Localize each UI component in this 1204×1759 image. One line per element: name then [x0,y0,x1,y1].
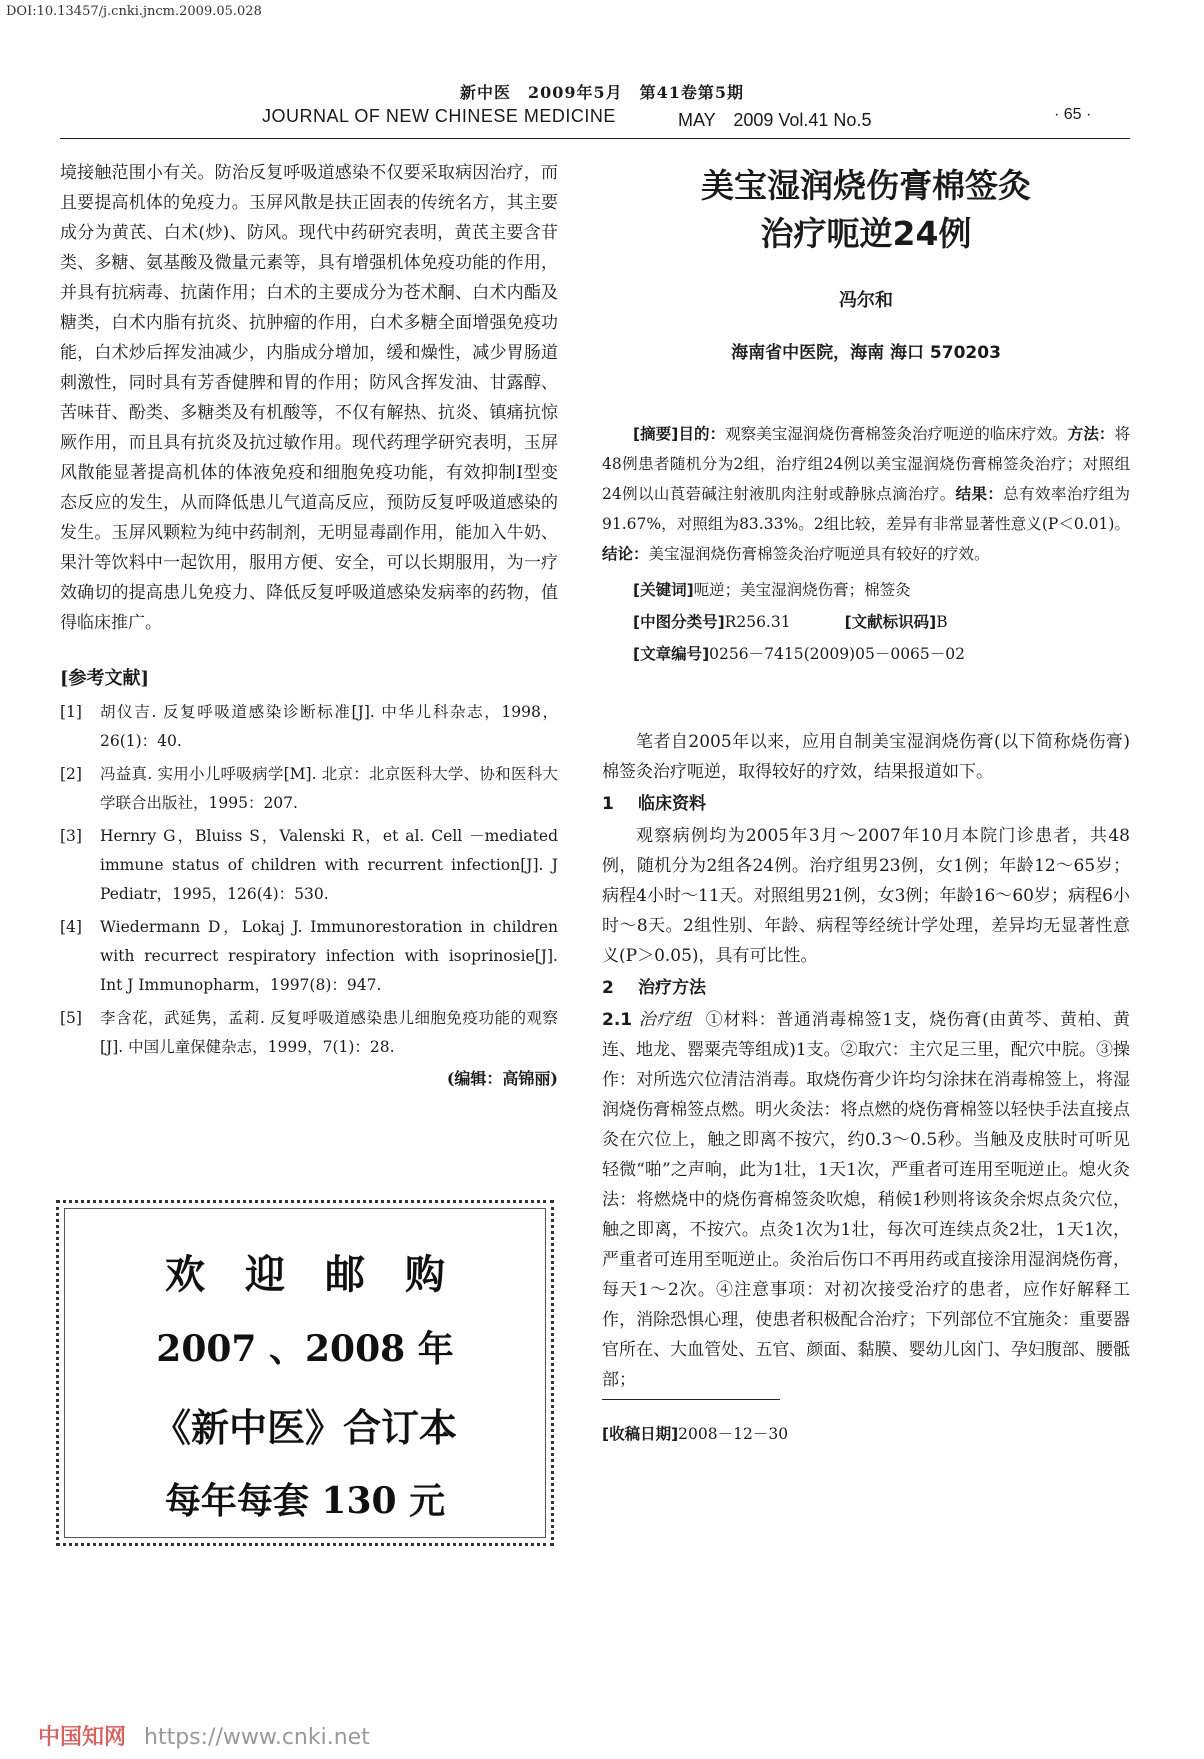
left-column [60,158,558,1089]
author-name: 冯尔和 [839,290,893,311]
reference-number: [4] [60,918,82,936]
abstract-objective-label: 目的： [678,425,726,443]
reference-number: [2] [60,765,82,783]
reference-item [60,913,558,1000]
article-number-label: [文章编号] [633,645,710,663]
reference-text: Wiedermann D，Lokaj J. Immunorestoration in children with recurrect respiratory infection with isoprinosie[J]. Int J Immunopharm，1997(8)：947. [100,918,558,994]
section-2-heading [602,973,1130,1003]
section-1-title: 临床资料 [638,794,706,814]
reference-text: Hernry G，Bluiss S，Valenski R，et al. Cell －mediated immune status of children with recurrent infection[J]. J Pediatr，1995，126(4)：530. [100,827,558,903]
article-number [602,639,1130,669]
editor-credit: (编辑：高锦丽) [446,1069,558,1088]
reference-text: 冯益真. 实用小儿呼吸病学[M]. 北京：北京医科大学、协和医科大学联合出版社，1995：207. [100,765,558,812]
reference-item [60,698,558,756]
abstract-objective: 观察美宝湿润烧伤膏棉签灸治疗呃逆的临床疗效。 [725,425,1068,443]
section-2-number: 2 [602,978,614,998]
reference-text: 胡仪吉. 反复呼吸道感染诊断标准[J]. 中华儿科杂志，1998，26(1)：40. [100,703,558,750]
reference-text: 李含花，武延隽，孟莉. 反复呼吸道感染患儿细胞免疫功能的观察[J]. 中国儿童保健杂志，1999，7(1)：28. [100,1009,558,1056]
class-label: [中图分类号] [633,613,725,631]
author-affiliation: 海南省中医院，海南 海口 570203 [731,343,1001,363]
doc-id-label: [文献标识码] [844,613,937,631]
section-2-1-number: 2.1 [602,1010,633,1030]
reference-number: [5] [60,1009,82,1027]
abstract-label: [摘要] [633,425,679,443]
reference-number: [1] [60,703,82,721]
section-1-number: 1 [602,794,614,814]
keywords [602,575,1130,605]
ad-line-price: 每年每套 130 元 [164,1480,446,1522]
keywords-label: [关键词] [633,581,694,599]
subscription-ad-box [56,1200,554,1546]
section-2-1-label: 治疗组 [638,1010,692,1030]
reference-item [60,760,558,818]
section-2-title: 治疗方法 [638,978,706,998]
reference-item [60,822,558,909]
ad-line-bound-volume: 《新中医》合订本 [152,1405,457,1450]
right-column [602,158,1130,1444]
journal-title-cn: 新中医 2009年5月 第41卷第5期 [459,83,745,102]
reference-item [60,1004,558,1062]
references-heading: [参考文献] [60,668,150,689]
ad-line-welcome: 欢 迎 邮 购 [165,1251,445,1298]
doc-id-value: B [936,613,948,631]
reference-number: [3] [60,827,82,845]
section-2-1-text [602,1005,1130,1395]
keywords-value: 呃逆；美宝湿润烧伤膏；棉签灸 [693,581,911,599]
abstract-conclusion: 美宝湿润烧伤膏棉签灸治疗呃逆具有较好的疗效。 [648,545,990,563]
abstract-methods-label: 方法： [1067,425,1115,443]
page-number: · 65 · [1054,106,1092,123]
section-2-1-body: ①材料：普通消毒棉签1支，烧伤膏(由黄芩、黄柏、黄连、地龙、罂粟壳等组成)1支。②取穴：主穴足三里，配穴中脘。③操作：对所选穴位清洁消毒。取烧伤膏少许均匀涂抹在消毒棉签上，将湿润烧伤膏棉签点燃。明火灸法：将点燃的烧伤膏棉签以轻快手法直接点灸在穴位上，触之即离不按穴，约0.3～0.5秒。当触及皮肤时可听见轻微“啪”之声响，此为1壮，1天1次，严重者可连用至呃逆止。熄火灸法：将燃烧中的烧伤膏棉签灸吹熄，稍候1秒则将该灸余烬点灸穴位，触之即离，不按穴。点灸1次为1壮，每次可连续点灸2壮，1天1次，严重者可连用至呃逆止。灸治后伤口不再用药或直接涂用湿润烧伤膏，每天1～2次。④注意事项：对初次接受治疗的患者，应作好解释工作，消除恐惧心理，使患者积极配合治疗；下列部位不宜施灸：重要器官所在、大血管处、五官、颜面、黏膜、婴幼儿囟门、孕妇腹部、腰骶部； [602,1010,1131,1390]
left-body-text: 境接触范围小有关。防治反复呼吸道感染不仅要采取病因治疗，而且要提高机体的免疫力。玉屏风散是扶正固表的传统名方，其主要成分为黄芪、白术(炒)、防风。现代中药研究表明，黄芪主要含苷类、多糖、氨基酸及微量元素等，具有增强机体免疫功能的作用，并具有抗病毒、抗菌作用；白术的主要成分为苍术酮、白术内酯及糖类，白术内脂有抗炎、抗肿瘤的作用，白术多糖全面增强免疫功能，白术炒后挥发油减少，内脂成分增加，缓和燥性，减少胃肠道刺激性，同时具有芳香健脾和胃的作用；防风含挥发油、甘露醇、苦味苷、酚类、多糖类及有机酸等，不仅有解热、抗炎、镇痛抗惊厥作用，而且具有抗炎及抗过敏作用。现代药理学研究表明，玉屏风散能显著提高机体的体液免疫和细胞免疫功能，有效抑制Ⅰ型变态反应的发生，从而降低患儿气道高反应，预防反复呼吸道感染的发生。玉屏风颗粒为纯中药制剂，无明显毒副作用，能加入牛奶、果汁等饮料中一起饮用，服用方便、安全，可以长期服用，为一疗效确切的提高患儿免疫力、降低反复呼吸道感染发病率的药物，值得临床推广。 [60,163,558,633]
cnki-logo: 中国知网 [38,1725,127,1750]
abstract-results: 总有效率治疗组为91.67%，对照组为83.33%。2组比较，差异有非常显著性意义(P＜0.01)。 [602,485,1130,533]
received-date-value: 2008－12－30 [678,1425,789,1443]
doi-text: DOI:10.13457/j.cnki.jncm.2009.05.028 [6,4,262,19]
article-title-line-2: 治疗呃逆24例 [760,214,972,253]
abstract [602,419,1130,569]
article-title [602,162,1130,258]
cnki-watermark [38,1720,370,1751]
article-number-value: 0256－7415(2009)05－0065－02 [709,645,965,663]
class-value: R256.31 [724,613,791,631]
journal-title-en: JOURNAL OF NEW CHINESE MEDICINE [262,106,616,126]
received-date [602,1422,1130,1444]
abstract-conclusion-label: 结论： [602,545,649,563]
section-1-heading [602,789,1130,819]
footnote-divider [602,1399,780,1400]
abstract-methods: 将48例患者随机分为2组，治疗组24例以美宝湿润烧伤膏棉签灸治疗；对照组24例以山莨菪碱注射液肌肉注射或静脉点滴治疗。 [602,425,1130,503]
journal-issue-en: MAY 2009 Vol.41 No.5 [678,110,872,130]
intro-paragraph: 笔者自2005年以来，应用自制美宝湿润烧伤膏(以下简称烧伤膏)棉签灸治疗呃逆，取得较好的疗效，结果报道如下。 [602,732,1130,782]
received-date-label: [收稿日期] [602,1425,679,1443]
article-title-line-1: 美宝湿润烧伤膏棉签灸 [701,166,1031,205]
classification [602,607,1130,637]
ad-line-years: 2007 、2008 年 [156,1328,454,1370]
header-divider [60,138,1130,139]
section-1-text: 观察病例均为2005年3月～2007年10月本院门诊患者，共48例，随机分为2组各24例。治疗组男23例，女1例；年龄12～65岁；病程4小时～11天。对照组男21例，女3例；年龄16～60岁；病程6小时～8天。2组性别、年龄、病程等经统计学处理，差异均无显著性意义(P＞0.05)，具有可比性。 [602,826,1130,966]
cnki-url: https://www.cnki.net [144,1725,370,1750]
abstract-results-label: 结果： [955,485,1004,503]
